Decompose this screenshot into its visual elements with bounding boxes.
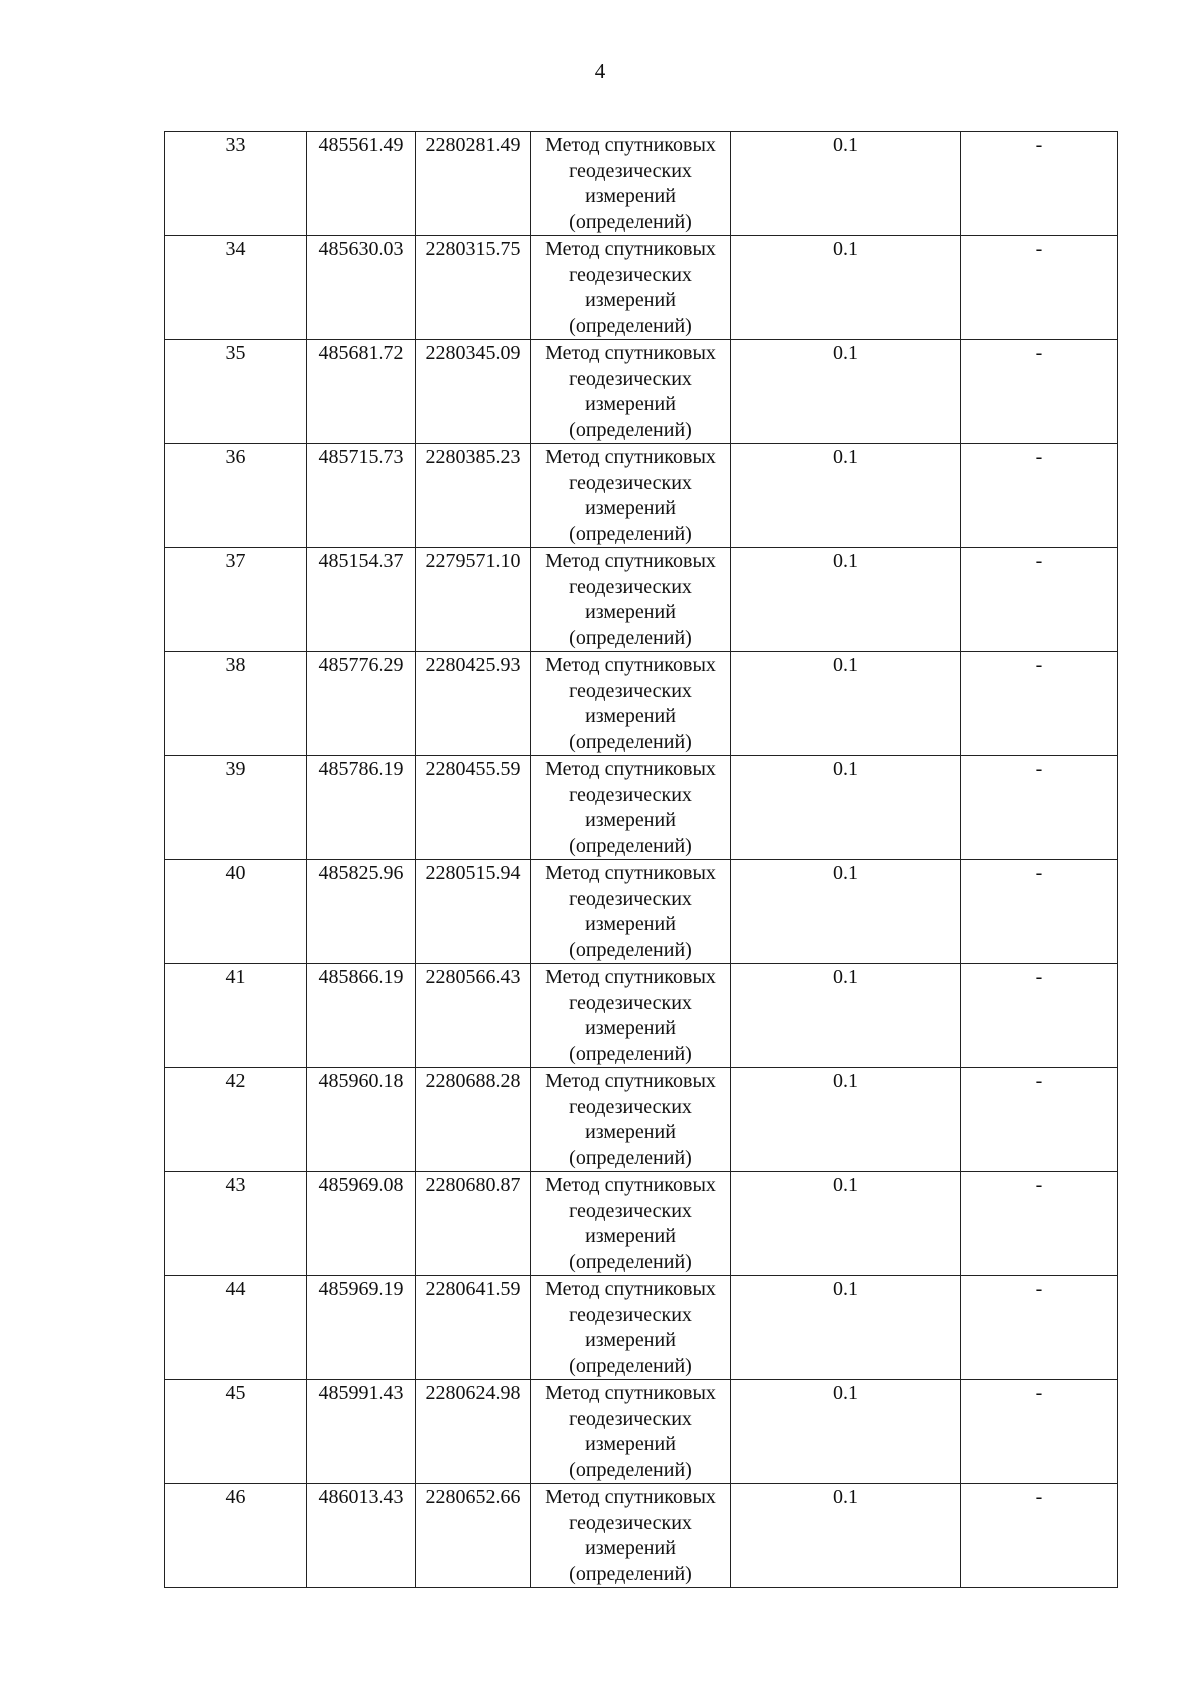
method-cell (531, 1172, 731, 1276)
accuracy-cell: 0.1 (731, 1276, 961, 1380)
coordinate-y-cell: 2280652.66 (416, 1484, 531, 1588)
table-row (165, 860, 1118, 964)
accuracy-cell: 0.1 (731, 340, 961, 444)
method-line: геодезических (569, 159, 692, 182)
method-line: геодезических (569, 1303, 692, 1326)
point-number-cell: 45 (165, 1380, 307, 1484)
method-cell (531, 652, 731, 756)
coordinate-y-cell: 2280566.43 (416, 964, 531, 1068)
point-number-cell: 39 (165, 756, 307, 860)
method-line: (определений) (569, 1458, 692, 1481)
method-line: Метод спутниковых (545, 654, 716, 676)
coordinate-y-cell: 2280680.87 (416, 1172, 531, 1276)
method-line: (определений) (569, 938, 692, 961)
method-line: геодезических (569, 887, 692, 910)
description-cell: - (961, 444, 1118, 548)
method-line: (определений) (569, 210, 692, 233)
accuracy-cell: 0.1 (731, 548, 961, 652)
coordinate-y-cell: 2280345.09 (416, 340, 531, 444)
method-line: (определений) (569, 418, 692, 441)
method-line: измерений (585, 1537, 676, 1559)
method-line: геодезических (569, 575, 692, 598)
description-cell: - (961, 340, 1118, 444)
table-body (165, 132, 1118, 1588)
method-line: (определений) (569, 626, 692, 649)
description-cell: - (961, 964, 1118, 1068)
method-line: (определений) (569, 834, 692, 857)
method-line: измерений (585, 705, 676, 727)
table-row (165, 1068, 1118, 1172)
coordinate-x-cell: 485866.19 (307, 964, 416, 1068)
description-cell: - (961, 652, 1118, 756)
description-cell: - (961, 1172, 1118, 1276)
accuracy-cell: 0.1 (731, 1380, 961, 1484)
method-line: Метод спутниковых (545, 1174, 716, 1196)
method-line: Метод спутниковых (545, 1278, 716, 1300)
method-line: геодезических (569, 471, 692, 494)
method-line: геодезических (569, 1095, 692, 1118)
table-row (165, 1380, 1118, 1484)
method-cell (531, 236, 731, 340)
table-row (165, 548, 1118, 652)
method-line: измерений (585, 1225, 676, 1247)
table-row (165, 964, 1118, 1068)
coordinate-x-cell: 485969.08 (307, 1172, 416, 1276)
coordinate-x-cell: 485969.19 (307, 1276, 416, 1380)
coordinate-x-cell: 485776.29 (307, 652, 416, 756)
description-cell: - (961, 132, 1118, 236)
method-cell (531, 132, 731, 236)
method-line: Метод спутниковых (545, 550, 716, 572)
point-number-cell: 42 (165, 1068, 307, 1172)
method-line: (определений) (569, 1562, 692, 1585)
method-line: геодезических (569, 263, 692, 286)
description-cell: - (961, 1068, 1118, 1172)
method-line: измерений (585, 393, 676, 415)
coordinate-y-cell: 2280515.94 (416, 860, 531, 964)
method-line: геодезических (569, 991, 692, 1014)
method-line: измерений (585, 289, 676, 311)
description-cell: - (961, 236, 1118, 340)
coordinate-y-cell: 2280641.59 (416, 1276, 531, 1380)
table-row (165, 652, 1118, 756)
method-cell (531, 860, 731, 964)
method-line: измерений (585, 809, 676, 831)
method-line: геодезических (569, 679, 692, 702)
accuracy-cell: 0.1 (731, 1172, 961, 1276)
accuracy-cell: 0.1 (731, 1484, 961, 1588)
table-row (165, 340, 1118, 444)
table-row (165, 1172, 1118, 1276)
point-number-cell: 43 (165, 1172, 307, 1276)
coordinate-x-cell: 486013.43 (307, 1484, 416, 1588)
coordinate-x-cell: 485561.49 (307, 132, 416, 236)
method-cell (531, 756, 731, 860)
coordinate-y-cell: 2280688.28 (416, 1068, 531, 1172)
description-cell: - (961, 756, 1118, 860)
method-line: Метод спутниковых (545, 758, 716, 780)
method-line: Метод спутниковых (545, 1070, 716, 1092)
table-row (165, 1276, 1118, 1380)
point-number-cell: 33 (165, 132, 307, 236)
method-line: измерений (585, 185, 676, 207)
point-number-cell: 38 (165, 652, 307, 756)
point-number-cell: 35 (165, 340, 307, 444)
method-line: Метод спутниковых (545, 446, 716, 468)
method-line: геодезических (569, 1199, 692, 1222)
method-line: геодезических (569, 783, 692, 806)
description-cell: - (961, 1380, 1118, 1484)
point-number-cell: 37 (165, 548, 307, 652)
coordinate-x-cell: 485960.18 (307, 1068, 416, 1172)
method-line: (определений) (569, 522, 692, 545)
method-line: Метод спутниковых (545, 1486, 716, 1508)
method-line: Метод спутниковых (545, 1382, 716, 1404)
method-line: (определений) (569, 1146, 692, 1169)
coordinate-y-cell: 2280425.93 (416, 652, 531, 756)
method-line: геодезических (569, 367, 692, 390)
point-number-cell: 46 (165, 1484, 307, 1588)
method-line: измерений (585, 1017, 676, 1039)
coordinate-x-cell: 485681.72 (307, 340, 416, 444)
method-cell (531, 1380, 731, 1484)
method-cell (531, 1276, 731, 1380)
coordinate-x-cell: 485630.03 (307, 236, 416, 340)
accuracy-cell: 0.1 (731, 444, 961, 548)
description-cell: - (961, 1276, 1118, 1380)
method-line: Метод спутниковых (545, 238, 716, 260)
method-line: (определений) (569, 1354, 692, 1377)
point-number-cell: 36 (165, 444, 307, 548)
method-line: (определений) (569, 1042, 692, 1065)
table-row (165, 236, 1118, 340)
method-line: (определений) (569, 314, 692, 337)
accuracy-cell: 0.1 (731, 756, 961, 860)
method-line: Метод спутниковых (545, 134, 716, 156)
coordinate-y-cell: 2280315.75 (416, 236, 531, 340)
method-line: геодезических (569, 1511, 692, 1534)
method-cell (531, 340, 731, 444)
coordinate-y-cell: 2280281.49 (416, 132, 531, 236)
accuracy-cell: 0.1 (731, 964, 961, 1068)
method-line: измерений (585, 497, 676, 519)
coordinate-y-cell: 2280455.59 (416, 756, 531, 860)
accuracy-cell: 0.1 (731, 860, 961, 964)
method-line: (определений) (569, 730, 692, 753)
accuracy-cell: 0.1 (731, 652, 961, 756)
table-row (165, 1484, 1118, 1588)
point-number-cell: 40 (165, 860, 307, 964)
method-line: Метод спутниковых (545, 342, 716, 364)
coordinate-x-cell: 485991.43 (307, 1380, 416, 1484)
method-line: (определений) (569, 1250, 692, 1273)
description-cell: - (961, 1484, 1118, 1588)
coordinate-x-cell: 485825.96 (307, 860, 416, 964)
method-line: геодезических (569, 1407, 692, 1430)
coordinate-y-cell: 2280385.23 (416, 444, 531, 548)
page-number: 4 (594, 59, 606, 83)
method-line: Метод спутниковых (545, 862, 716, 884)
coordinate-x-cell: 485715.73 (307, 444, 416, 548)
method-line: Метод спутниковых (545, 966, 716, 988)
table-row (165, 132, 1118, 236)
coordinate-y-cell: 2280624.98 (416, 1380, 531, 1484)
table-row (165, 444, 1118, 548)
point-number-cell: 34 (165, 236, 307, 340)
description-cell: - (961, 548, 1118, 652)
method-cell (531, 548, 731, 652)
method-line: измерений (585, 913, 676, 935)
coordinates-table (164, 131, 1118, 1588)
method-line: измерений (585, 601, 676, 623)
method-cell (531, 1068, 731, 1172)
coordinate-y-cell: 2279571.10 (416, 548, 531, 652)
table-row (165, 756, 1118, 860)
coordinate-x-cell: 485786.19 (307, 756, 416, 860)
method-cell (531, 1484, 731, 1588)
method-line: измерений (585, 1121, 676, 1143)
method-line: измерений (585, 1433, 676, 1455)
method-cell (531, 444, 731, 548)
point-number-cell: 41 (165, 964, 307, 1068)
point-number-cell: 44 (165, 1276, 307, 1380)
description-cell: - (961, 860, 1118, 964)
accuracy-cell: 0.1 (731, 132, 961, 236)
method-line: измерений (585, 1329, 676, 1351)
accuracy-cell: 0.1 (731, 236, 961, 340)
accuracy-cell: 0.1 (731, 1068, 961, 1172)
method-cell (531, 964, 731, 1068)
coordinate-x-cell: 485154.37 (307, 548, 416, 652)
